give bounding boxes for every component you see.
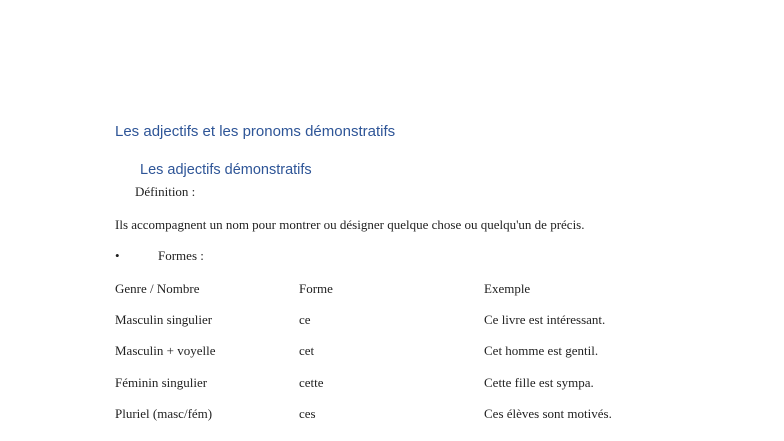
table-cell: Ces élèves sont motivés.	[484, 406, 612, 421]
table-cell: Pluriel (masc/fém)	[115, 406, 213, 421]
definition-label: Définition :	[135, 184, 196, 199]
table-cell: ces	[299, 406, 316, 421]
header-cell: Genre / Nombre	[115, 281, 200, 296]
table-row	[115, 406, 735, 424]
table-row	[115, 312, 735, 330]
table-cell: Cet homme est gentil.	[484, 343, 599, 358]
table-cell: cette	[299, 375, 324, 390]
table-row	[115, 343, 735, 361]
table-cell: Ce livre est intéressant.	[484, 312, 606, 327]
bullet-icon: •	[115, 248, 120, 263]
table-cell: Masculin + voyelle	[115, 343, 216, 358]
header-cell: Forme	[299, 281, 333, 296]
table-header-row	[115, 281, 735, 299]
table-cell: Féminin singulier	[115, 375, 208, 390]
table-row	[115, 375, 735, 393]
header-cell: Exemple	[484, 281, 531, 296]
table-cell: ce	[299, 312, 311, 327]
definition-paragraph: Ils accompagnent un nom pour montrer ou désigner quelque chose ou quelqu'un de précis.	[115, 217, 585, 232]
table-cell: Masculin singulier	[115, 312, 213, 327]
document-title: Les adjectifs et les pronoms démonstratifs	[115, 123, 396, 140]
bullet-label: Formes :	[158, 248, 204, 263]
table-cell: cet	[299, 343, 315, 358]
section-heading: Les adjectifs démonstratifs	[140, 162, 312, 178]
table-cell: Cette fille est sympa.	[484, 375, 594, 390]
